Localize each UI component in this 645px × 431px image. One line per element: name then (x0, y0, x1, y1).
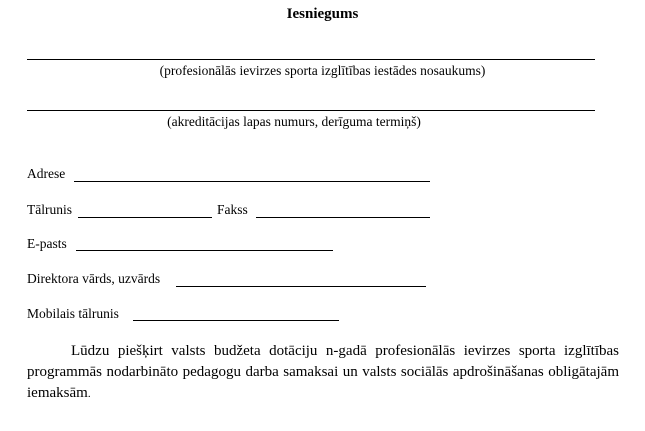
mobile-line (133, 320, 339, 321)
address-line (74, 181, 430, 182)
email-line (76, 250, 333, 251)
mobile-label: Mobilais tālrunis (27, 306, 119, 321)
institution-caption: (profesionālās ievirzes sporta izglītības iestādes nosaukums) (159, 63, 486, 78)
request-text: Lūdzu piešķirt valsts budžeta dotāciju n-gadā profesionālās ievirzes sporta izglītības programmās nodarbināto pedagogu darba samaksai un valsts sociālās apdrošināšanas obligātajām iemaksām (27, 343, 619, 401)
email-label: E-pasts (27, 236, 67, 251)
fax-label: Fakss (217, 202, 248, 217)
director-line (176, 286, 426, 287)
request-paragraph (27, 341, 619, 405)
phone-line (78, 217, 212, 218)
address-label: Adrese (27, 166, 66, 181)
request-end: . (87, 388, 91, 400)
institution-name-line (27, 59, 595, 60)
accreditation-line (27, 110, 595, 111)
accreditation-caption: (akreditācijas lapas numurs, derīguma termiņš) (167, 114, 421, 129)
director-label: Direktora vārds, uzvārds (27, 271, 161, 286)
phone-label: Tālrunis (27, 202, 72, 217)
document-title: Iesniegums (286, 6, 359, 22)
fax-line (256, 217, 430, 218)
